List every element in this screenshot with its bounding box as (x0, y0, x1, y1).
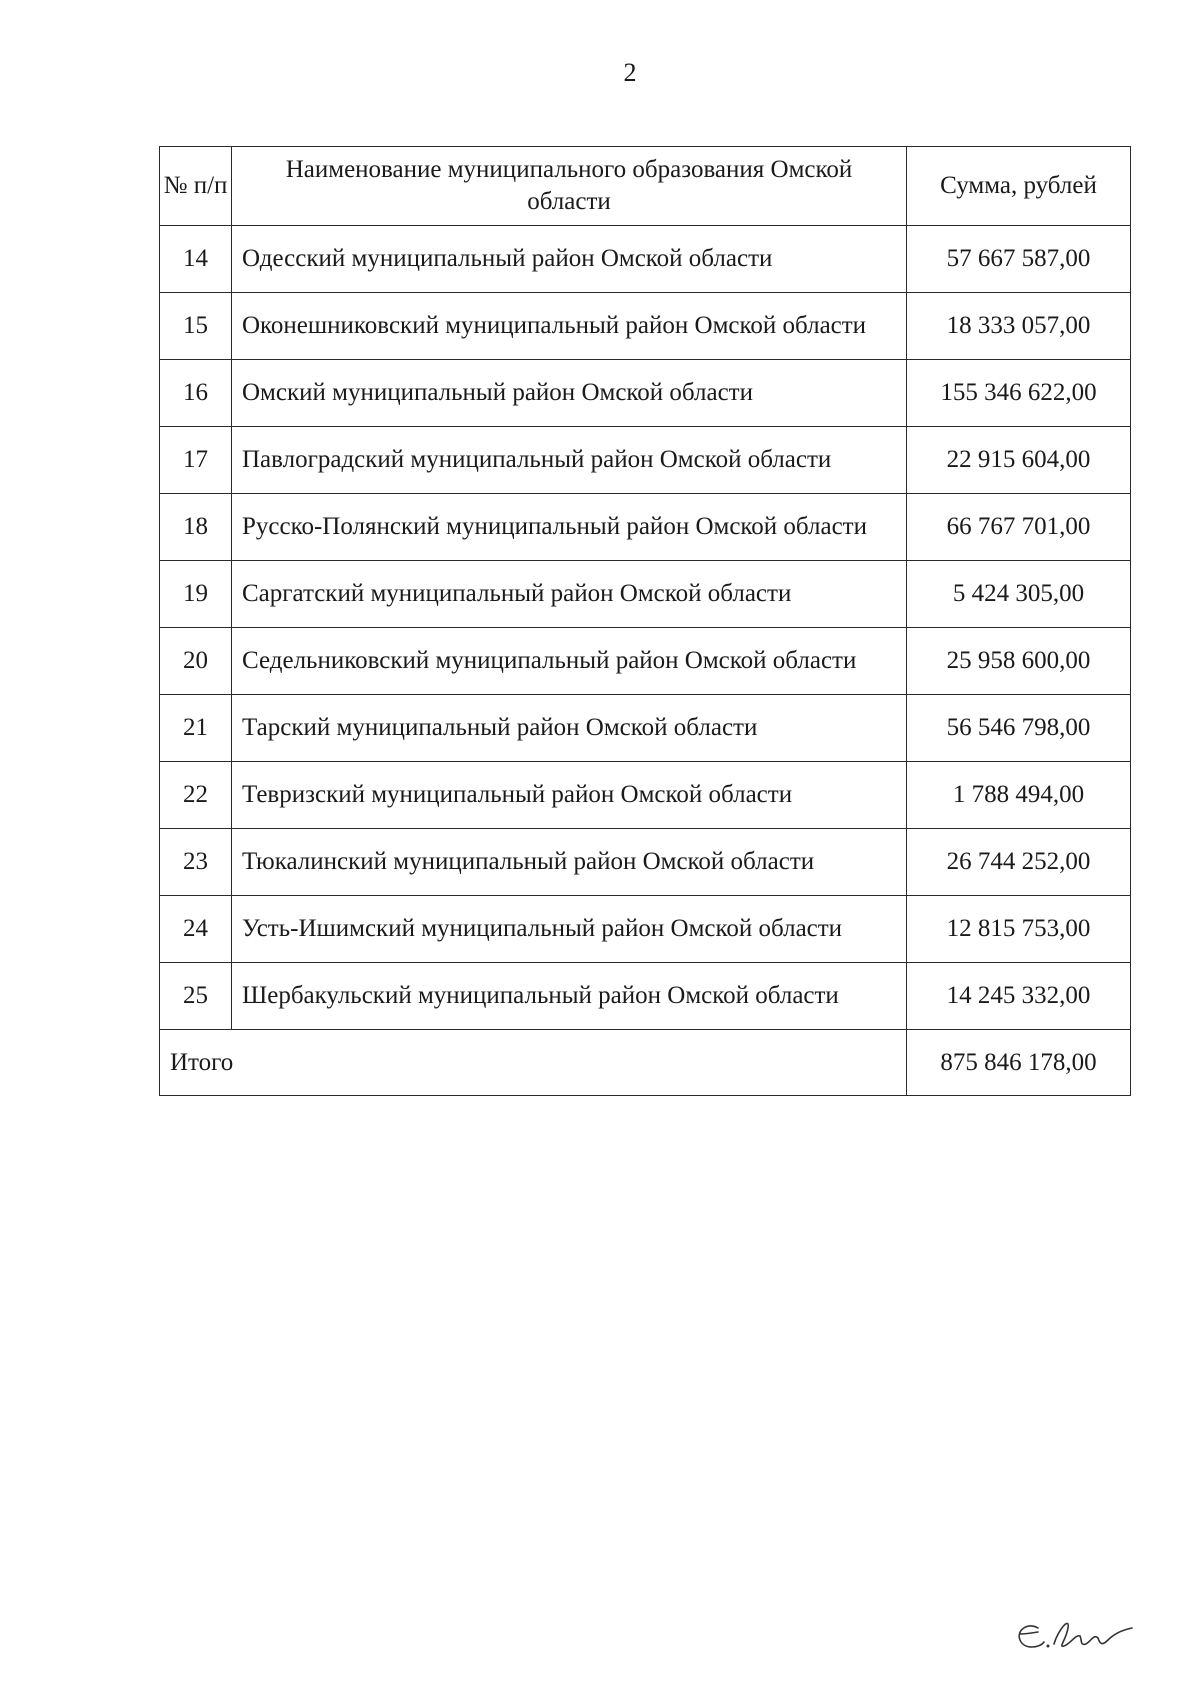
table-row (160, 226, 1131, 293)
row-number: 23 (160, 829, 232, 896)
row-number: 20 (160, 628, 232, 695)
row-number: 15 (160, 293, 232, 360)
row-sum: 5 424 305,00 (907, 561, 1131, 628)
total-row (160, 1030, 1131, 1096)
row-name: Тевризский муниципальный район Омской области (232, 762, 907, 829)
row-name: Шербакульский муниципальный район Омской области (232, 963, 907, 1030)
table-row (160, 561, 1131, 628)
row-name: Одесский муниципальный район Омской области (232, 226, 907, 293)
table-row (160, 829, 1131, 896)
header-sum: Сумма, рублей (907, 147, 1131, 226)
row-sum: 56 546 798,00 (907, 695, 1131, 762)
budget-table (159, 146, 1131, 1096)
row-number: 18 (160, 494, 232, 561)
row-name: Саргатский муниципальный район Омской области (232, 561, 907, 628)
row-name: Тюкалинский муниципальный район Омской области (232, 829, 907, 896)
row-number: 16 (160, 360, 232, 427)
total-sum: 875 846 178,00 (907, 1030, 1131, 1096)
row-sum: 26 744 252,00 (907, 829, 1131, 896)
row-sum: 66 767 701,00 (907, 494, 1131, 561)
row-number: 21 (160, 695, 232, 762)
row-number: 19 (160, 561, 232, 628)
row-name: Тарский муниципальный район Омской области (232, 695, 907, 762)
row-sum: 155 346 622,00 (907, 360, 1131, 427)
table-row (160, 427, 1131, 494)
row-sum: 57 667 587,00 (907, 226, 1131, 293)
header-number: № п/п (160, 147, 232, 226)
row-sum: 12 815 753,00 (907, 896, 1131, 963)
table-row (160, 762, 1131, 829)
row-number: 25 (160, 963, 232, 1030)
row-name: Русско-Полянский муниципальный район Омской области (232, 494, 907, 561)
table-header-row (160, 147, 1131, 226)
row-name: Оконешниковский муниципальный район Омской области (232, 293, 907, 360)
table-row (160, 494, 1131, 561)
row-name: Омский муниципальный район Омской области (232, 360, 907, 427)
table-row (160, 695, 1131, 762)
row-number: 14 (160, 226, 232, 293)
table-row (160, 360, 1131, 427)
page-number: 2 (623, 58, 637, 87)
row-sum: 14 245 332,00 (907, 963, 1131, 1030)
table-row (160, 628, 1131, 695)
row-number: 22 (160, 762, 232, 829)
table-row (160, 896, 1131, 963)
row-sum: 1 788 494,00 (907, 762, 1131, 829)
header-name: Наименование муниципального образования Омской области (232, 147, 907, 226)
handwritten-signature (1010, 1600, 1140, 1660)
row-sum: 25 958 600,00 (907, 628, 1131, 695)
table-row (160, 293, 1131, 360)
row-name: Усть-Ишимский муниципальный район Омской области (232, 896, 907, 963)
row-name: Седельниковский муниципальный район Омской области (232, 628, 907, 695)
row-sum: 22 915 604,00 (907, 427, 1131, 494)
table-row (160, 963, 1131, 1030)
row-name: Павлоградский муниципальный район Омской области (232, 427, 907, 494)
row-sum: 18 333 057,00 (907, 293, 1131, 360)
row-number: 17 (160, 427, 232, 494)
total-label: Итого (160, 1030, 907, 1096)
row-number: 24 (160, 896, 232, 963)
